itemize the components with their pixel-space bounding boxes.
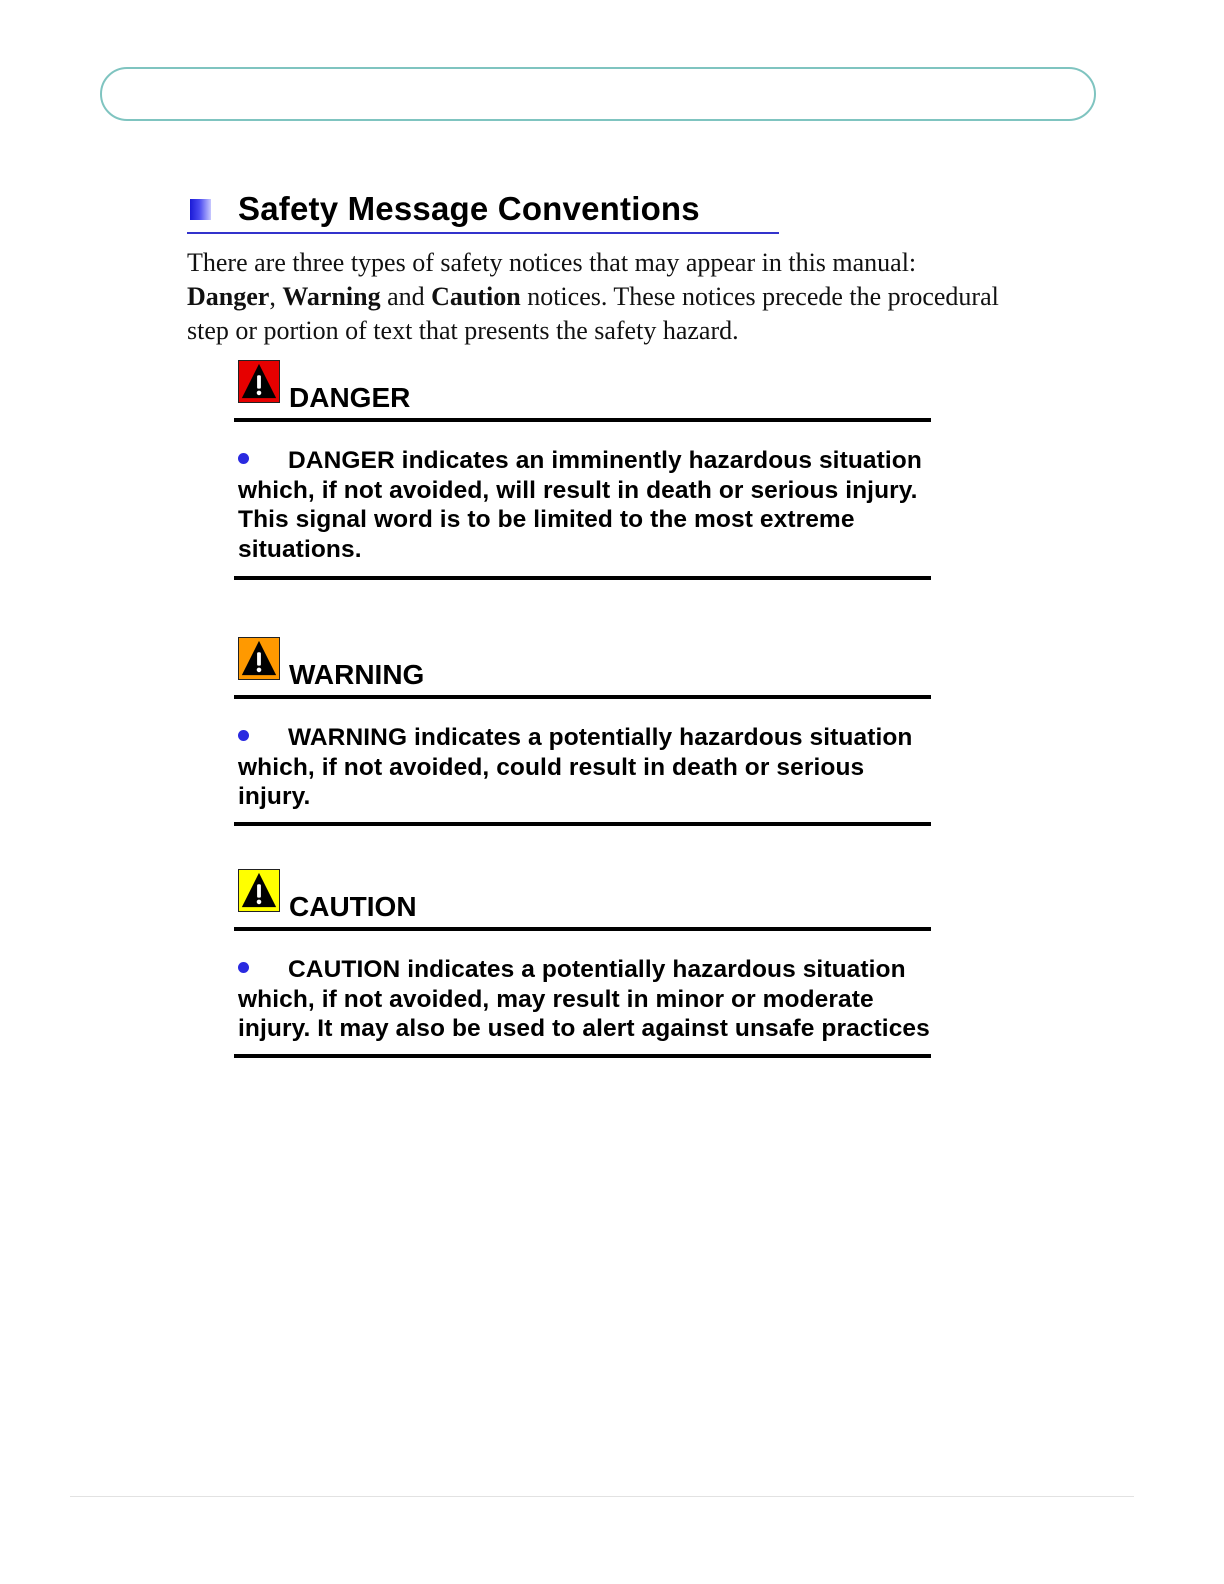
danger-notice-header bbox=[234, 360, 931, 422]
intro-sep-2: and bbox=[380, 282, 432, 311]
intro-paragraph bbox=[187, 246, 1007, 348]
danger-warning-triangle-icon bbox=[238, 360, 280, 403]
danger-notice bbox=[234, 360, 931, 580]
intro-term-danger: Danger bbox=[187, 282, 270, 311]
caution-description: CAUTION indicates a potentially hazardous situation which, if not avoided, may result in minor or moderate injury. It may also be used to alert against unsafe practices bbox=[238, 956, 930, 1042]
caution-body bbox=[234, 931, 931, 1058]
caution-notice-header bbox=[234, 869, 931, 931]
intro-sep-1: , bbox=[269, 282, 283, 311]
intro-term-caution: Caution bbox=[431, 282, 521, 311]
danger-title: DANGER bbox=[289, 382, 411, 413]
danger-body bbox=[234, 422, 931, 580]
caution-title: CAUTION bbox=[289, 891, 417, 922]
section-heading bbox=[187, 188, 779, 234]
page-header-frame bbox=[100, 67, 1096, 121]
warning-notice-header bbox=[234, 637, 931, 699]
danger-description: DANGER indicates an imminently hazardous situation which, if not avoided, will result in death or serious injury. This signal word is to be limited to the most extreme situations. bbox=[238, 447, 922, 563]
warning-description: WARNING indicates a potentially hazardous situation which, if not avoided, could result in death or serious injury. bbox=[238, 724, 913, 810]
warning-triangle-icon bbox=[238, 637, 280, 680]
warning-title: WARNING bbox=[289, 659, 425, 690]
intro-term-warning: Warning bbox=[282, 282, 381, 311]
warning-body bbox=[234, 699, 931, 826]
bullet-icon bbox=[238, 453, 249, 464]
heading-square-icon bbox=[190, 199, 211, 220]
caution-notice bbox=[234, 869, 931, 1058]
intro-text-2: notices. These notices precede the procedural step or portion of text that presents the safety hazard. bbox=[187, 282, 999, 345]
warning-notice bbox=[234, 637, 931, 826]
section-title: Safety Message Conventions bbox=[238, 190, 700, 227]
intro-text-1: There are three types of safety notices that may appear in this manual: bbox=[187, 248, 917, 277]
caution-warning-triangle-icon bbox=[238, 869, 280, 912]
bullet-icon bbox=[238, 730, 249, 741]
footer-divider bbox=[70, 1496, 1134, 1497]
bullet-icon bbox=[238, 962, 249, 973]
